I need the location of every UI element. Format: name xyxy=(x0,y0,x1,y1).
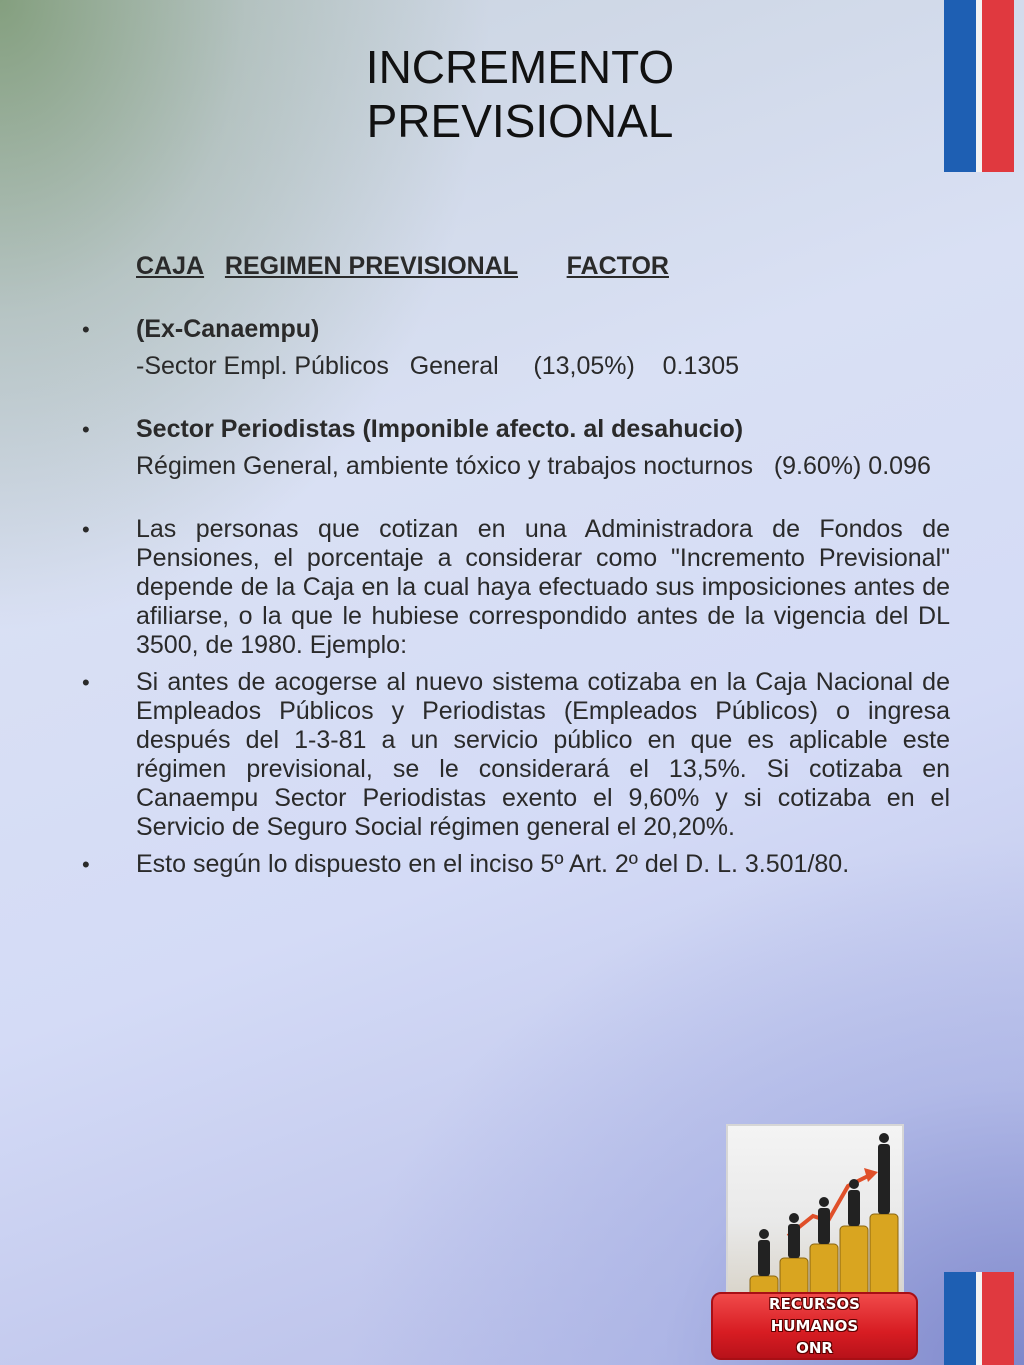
badge-line-1: RECURSOS xyxy=(769,1295,860,1313)
recursos-humanos-badge xyxy=(711,1292,918,1360)
title-line-2: PREVISIONAL xyxy=(366,95,674,147)
header-caja: CAJA xyxy=(136,252,205,280)
table-header xyxy=(80,252,950,281)
periodistas-detail: Régimen General, ambiente tóxico y trabajos nocturnos (9.60%) 0.096 xyxy=(136,452,931,480)
slide-content xyxy=(80,252,950,879)
badge-line-3: ONR xyxy=(796,1339,833,1357)
coins-people-icon xyxy=(728,1126,902,1300)
bullet-icon: • xyxy=(82,417,90,442)
periodistas-heading: Sector Periodistas (Imponible afecto. al desahucio) xyxy=(136,415,744,443)
list-item-paragraph-2 xyxy=(80,668,950,842)
bullet-icon: • xyxy=(82,517,90,542)
bullet-icon: • xyxy=(82,670,90,695)
chile-flag-stripe-top xyxy=(944,0,1014,172)
header-factor: FACTOR xyxy=(566,252,669,280)
header-regimen: REGIMEN PREVISIONAL xyxy=(224,252,519,280)
list-item-paragraph-3 xyxy=(80,850,950,879)
list-item-paragraph-1 xyxy=(80,515,950,660)
chile-flag-stripe-bottom xyxy=(944,1272,1014,1365)
paragraph-1: Las personas que cotizan en una Administradora de Fondos de Pensiones, el porcentaje a considerar como "Incremento Previsional" depende de la Caja en la cual haya efectuado sus imposiciones antes de afiliarse, o la que le hubiese correspondido antes de la vigencia del DL 3500, de 1980. Ejemplo: xyxy=(136,515,950,659)
title-line-1: INCREMENTO xyxy=(365,41,675,93)
list-item-ex-canaempu xyxy=(80,315,950,381)
ex-canaempu-heading: (Ex-Canaempu) xyxy=(136,315,320,343)
paragraph-2: Si antes de acogerse al nuevo sistema cotizaba en la Caja Nacional de Empleados Públicos y Periodistas (Empleados Públicos) o ingresa después del 1-3-81 a un servicio público en que es aplicable este régimen previsional, se le considerará el 13,5%. Si cotizaba en Canaempu Sector Periodistas exento el 9,60% y si cotizaba en el Servicio de Seguro Social régimen general el 20,20%. xyxy=(136,668,950,841)
slide-title xyxy=(260,40,780,148)
ex-canaempu-detail: -Sector Empl. Públicos General (13,05%) 0.1305 xyxy=(136,352,740,380)
business-growth-illustration xyxy=(726,1124,904,1302)
paragraph-3: Esto según lo dispuesto en el inciso 5º Art. 2º del D. L. 3.501/80. xyxy=(136,850,850,878)
bullet-icon: • xyxy=(82,317,90,342)
badge-line-2: HUMANOS xyxy=(770,1317,859,1335)
bullet-icon: • xyxy=(82,852,90,877)
list-item-periodistas xyxy=(80,415,950,481)
